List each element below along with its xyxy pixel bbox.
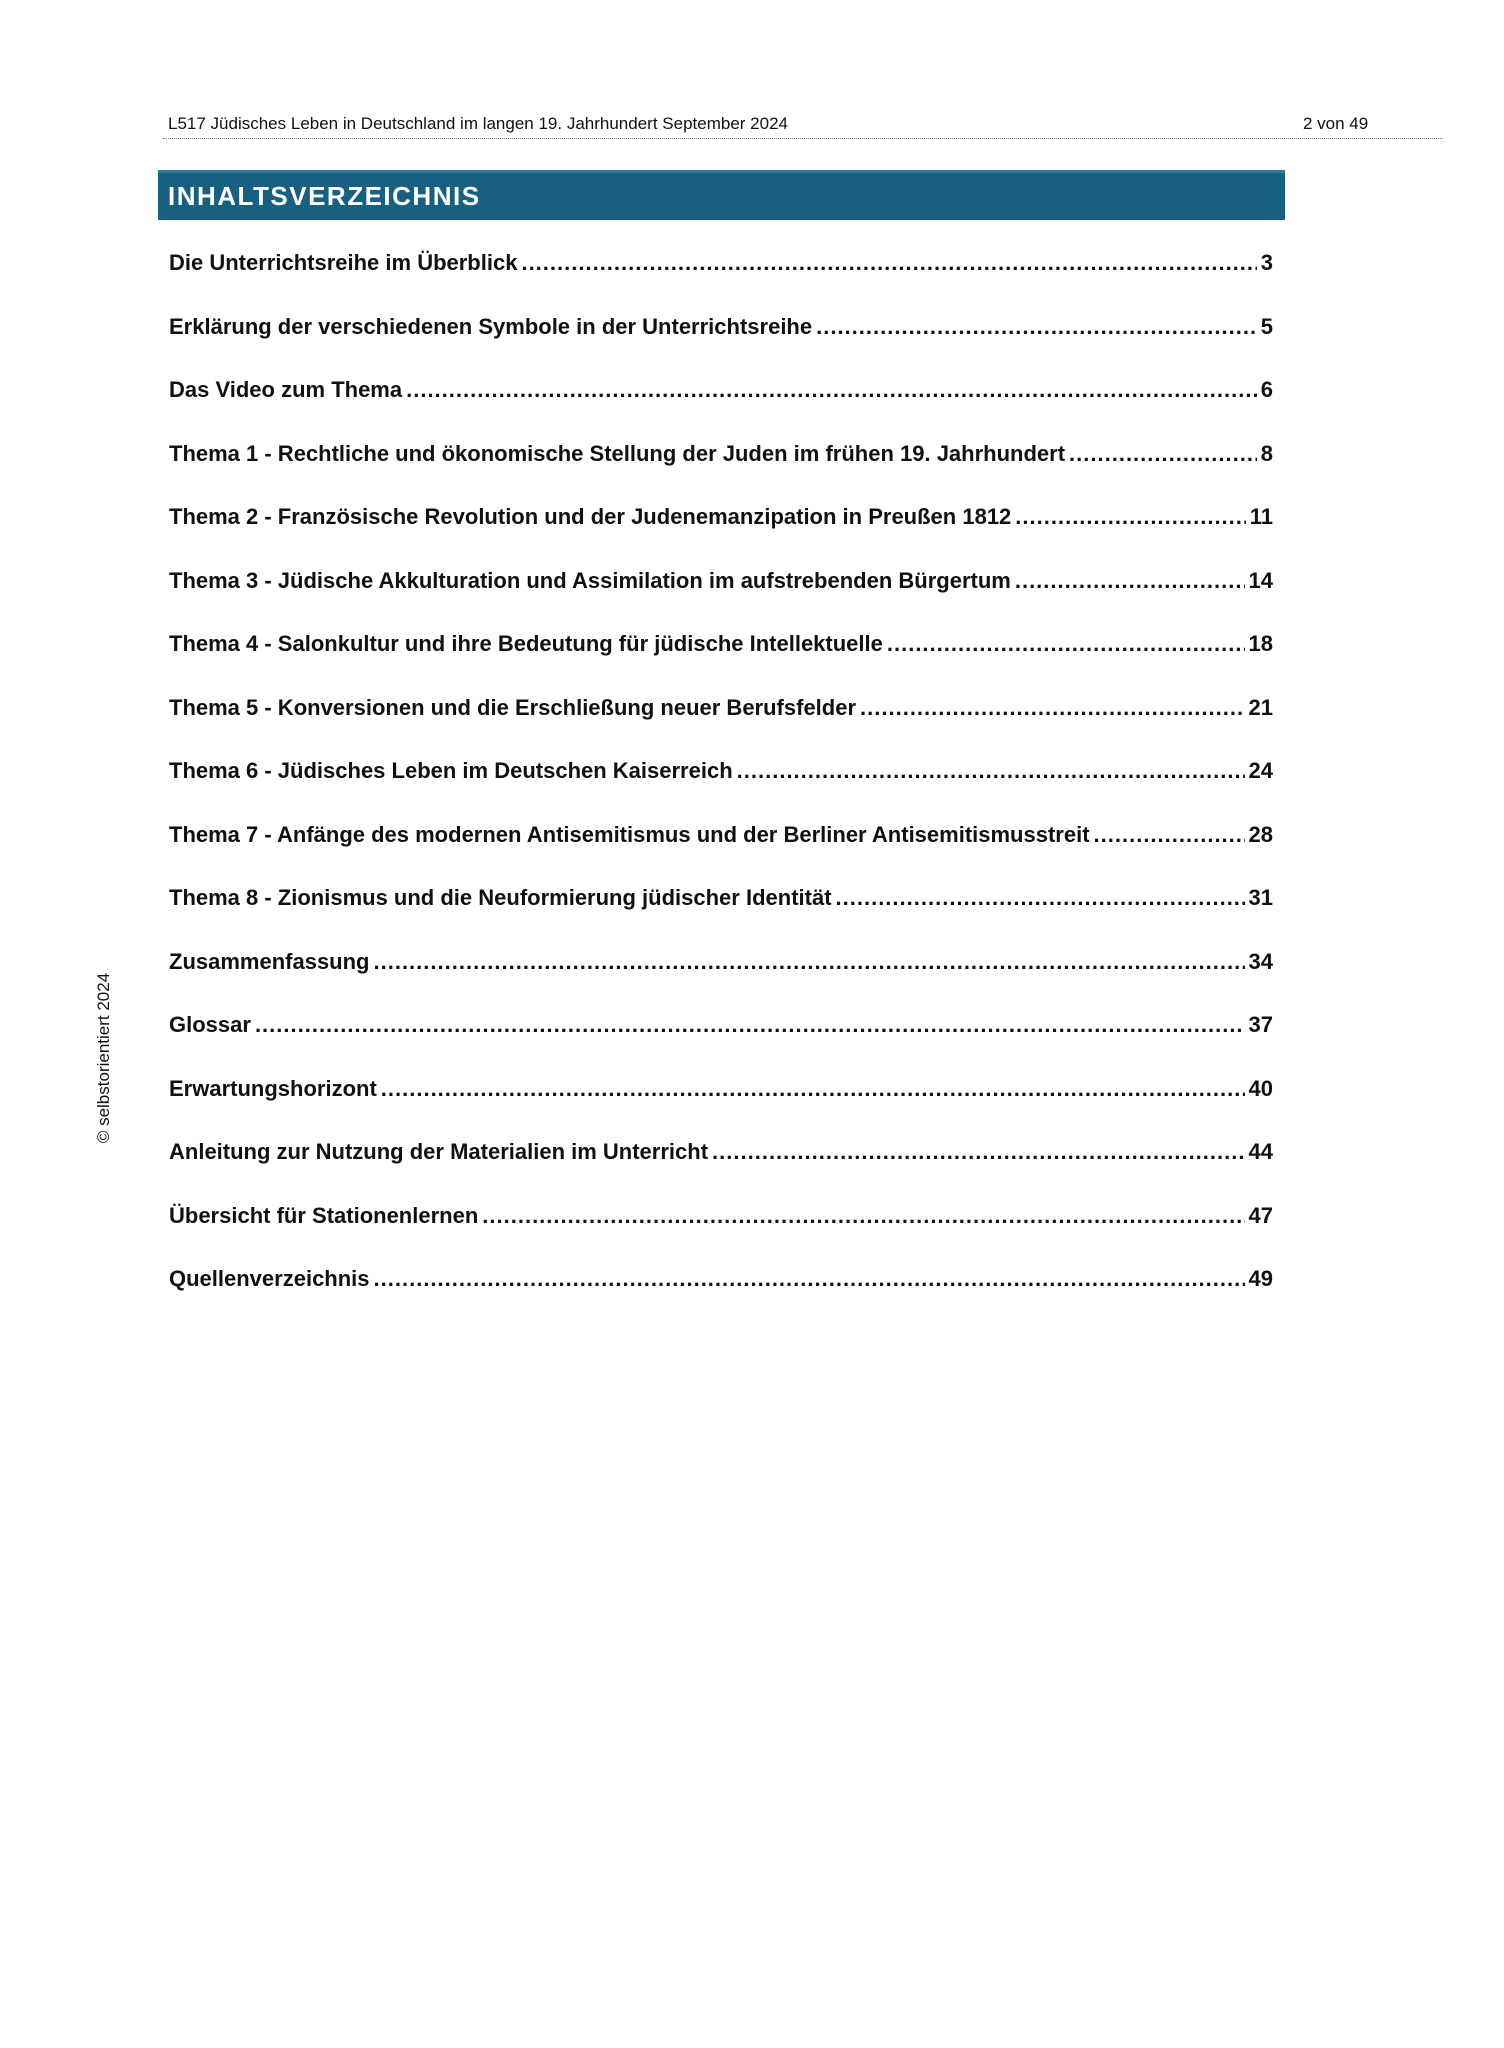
toc-entry-title: Thema 5 - Konversionen und die Erschließung neuer Berufsfelder <box>169 694 857 720</box>
toc-entry[interactable] <box>169 441 1273 505</box>
dot-leader <box>887 631 1245 657</box>
toc-entry[interactable] <box>169 1203 1273 1267</box>
toc-entry-title: Anleitung zur Nutzung der Materialien im Unterricht <box>169 1139 709 1164</box>
dot-leader <box>255 1012 1245 1038</box>
toc-entry-page: 47 <box>1248 1202 1273 1228</box>
toc-entry-page: 21 <box>1248 694 1273 720</box>
toc-entry[interactable] <box>169 758 1273 822</box>
page-header <box>163 110 1443 139</box>
toc-entry-title: Thema 7 - Anfänge des modernen Antisemitismus und der Berliner Antisemitismusstreit <box>169 821 1090 847</box>
toc-entry-page: 49 <box>1248 1266 1273 1291</box>
toc-entry[interactable] <box>169 631 1273 695</box>
dot-leader <box>712 1139 1244 1165</box>
dot-leader <box>1015 504 1245 530</box>
toc-entry-title: Erwartungshorizont <box>169 1075 377 1101</box>
toc-entry-page: 6 <box>1260 377 1273 402</box>
toc-entry-page: 5 <box>1260 313 1273 339</box>
dot-leader <box>521 250 1256 276</box>
toc-entry-title: Glossar <box>169 1012 251 1037</box>
dot-leader <box>374 949 1245 975</box>
toc-entry-page: 28 <box>1248 821 1273 847</box>
dot-leader <box>1094 822 1245 848</box>
toc-entry-title: Das Video zum Thema <box>169 377 403 402</box>
toc-entry-page: 8 <box>1260 440 1273 466</box>
toc-entry-title: Zusammenfassung <box>169 948 370 974</box>
dot-leader <box>1069 441 1257 467</box>
dot-leader <box>836 885 1245 911</box>
toc-entry[interactable] <box>169 1139 1273 1203</box>
toc-entry[interactable] <box>169 1012 1273 1076</box>
dot-leader <box>482 1203 1244 1229</box>
toc-entry-title: Thema 8 - Zionismus und die Neuformierung jüdischer Identität <box>169 885 832 910</box>
dot-leader <box>374 1266 1245 1292</box>
dot-leader <box>860 695 1244 721</box>
toc-entry-page: 14 <box>1248 567 1273 593</box>
toc-entry[interactable] <box>169 250 1273 314</box>
toc-entry[interactable] <box>169 822 1273 886</box>
toc-entry-title: Thema 4 - Salonkultur und ihre Bedeutung für jüdische Intellektuelle <box>169 631 883 656</box>
toc-entry-page: 44 <box>1248 1139 1273 1164</box>
toc-entry-title: Erklärung der verschiedenen Symbole in der Unterrichtsreihe <box>169 313 813 339</box>
toc-entry[interactable] <box>169 885 1273 949</box>
toc-entry[interactable] <box>169 949 1273 1013</box>
toc-entry-title: Quellenverzeichnis <box>169 1266 370 1291</box>
toc-entry-page: 11 <box>1249 504 1273 529</box>
toc-entry-page: 24 <box>1248 758 1273 783</box>
toc-entry-page: 18 <box>1248 631 1273 656</box>
dot-leader <box>816 314 1257 340</box>
toc-entry-page: 37 <box>1248 1012 1273 1037</box>
toc-entry[interactable] <box>169 1076 1273 1140</box>
toc-entry[interactable] <box>169 377 1273 441</box>
table-of-contents <box>169 250 1273 1330</box>
dot-leader <box>1015 568 1245 594</box>
toc-entry[interactable] <box>169 695 1273 759</box>
toc-entry-title: Thema 2 - Französische Revolution und der Judenemanzipation in Preußen 1812 <box>169 504 1012 529</box>
toc-entry-title: Thema 3 - Jüdische Akkulturation und Assimilation im aufstrebenden Bürgertum <box>169 567 1011 593</box>
toc-entry[interactable] <box>169 568 1273 632</box>
toc-entry-title: Übersicht für Stationenlernen <box>169 1202 479 1228</box>
toc-entry-page: 31 <box>1248 885 1273 910</box>
toc-entry[interactable] <box>169 1266 1273 1330</box>
dot-leader <box>406 377 1257 403</box>
toc-heading-banner <box>158 170 1285 220</box>
toc-entry[interactable] <box>169 504 1273 568</box>
toc-entry-title: Thema 6 - Jüdisches Leben im Deutschen Kaiserreich <box>169 758 733 783</box>
copyright-note: © selbstorientiert 2024 <box>94 972 113 1144</box>
toc-entry-title: Thema 1 - Rechtliche und ökonomische Stellung der Juden im frühen 19. Jahrhundert <box>169 440 1066 466</box>
toc-heading: INHALTSVERZEICHNIS <box>168 181 481 211</box>
toc-entry-title: Die Unterrichtsreihe im Überblick <box>169 250 518 275</box>
toc-entry-page: 34 <box>1248 948 1273 974</box>
toc-entry-page: 3 <box>1260 250 1273 275</box>
toc-entry-page: 40 <box>1248 1075 1273 1101</box>
toc-entry[interactable] <box>169 314 1273 378</box>
dot-leader <box>381 1076 1245 1102</box>
document-title: L517 Jüdisches Leben in Deutschland im langen 19. Jahrhundert September 2024 <box>168 114 788 133</box>
dot-leader <box>737 758 1245 784</box>
page-indicator: 2 von 49 <box>1303 114 1369 133</box>
